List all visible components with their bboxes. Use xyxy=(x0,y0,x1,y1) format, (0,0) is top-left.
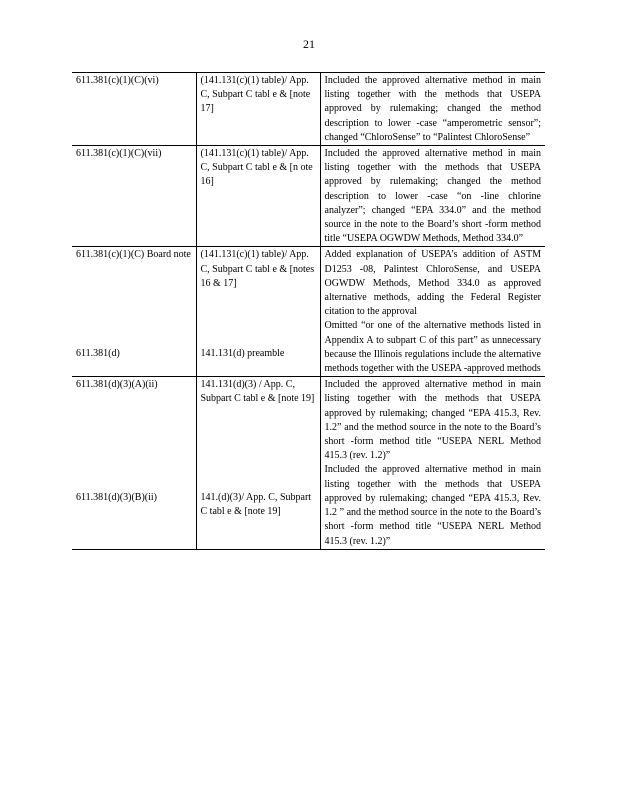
citation-cell xyxy=(196,247,320,377)
citation-cell xyxy=(196,377,320,549)
change-description: Included the approved alternative method in main listing together with the methods that USEPA approved by rulemaking; changed “EPA 415.3, Rev. 1.2 ” and the method source in the note to the Board’s short -form method title “USEPA NERL Method 415.3 (rev. 1.2)” xyxy=(324,464,541,547)
federal-citation: 141.(d)(3)/ App. C, Subpart C tabl e & [note 19] xyxy=(200,492,312,518)
table-row xyxy=(72,73,545,146)
section-cell xyxy=(72,73,196,146)
section-cell xyxy=(72,377,196,549)
citation-cell xyxy=(196,73,320,146)
changes-table xyxy=(72,72,545,550)
section-ref: 611.381(d) xyxy=(76,348,120,360)
table-row xyxy=(72,146,545,247)
change-description: Added explanation of USEPA’s addition of ASTM D1253 -08, Palintest ChloroSense, and USEPA OGWDW Methods, Method 334.0 as approved alternative methods, adding the Federal Register citation to the approval xyxy=(324,249,541,318)
description-cell xyxy=(320,377,545,549)
description-cell xyxy=(320,146,545,247)
federal-citation: 141.131(d)(3) / App. C, Subpart C tabl e & [note 19] xyxy=(200,379,315,405)
citation-cell xyxy=(196,146,320,247)
change-description: Included the approved alternative method in main listing together with the methods that USEPA approved by rulemaking; changed the method description to lower -case “amperometric sensor”; changed “ChloroSense” to “Palintest ChloroSense” xyxy=(324,75,541,143)
federal-citation: 141.131(d) preamble xyxy=(200,348,285,360)
federal-citation: (141.131(c)(1) table)/ App. C, Subpart C tabl e & [note 17] xyxy=(200,75,311,115)
table-row xyxy=(72,377,545,549)
section-cell xyxy=(72,247,196,377)
section-ref: 611.381(c)(1)(C)(vii) xyxy=(76,148,162,160)
section-ref: 611.381(c)(1)(C)(vi) xyxy=(76,75,159,86)
table-row xyxy=(72,247,545,377)
description-cell xyxy=(320,247,545,377)
change-description: Included the approved alternative method in main listing together with the methods that USEPA approved by rulemaking; changed the method description to lower -case “on -line chlorine analyzer”; changed “EPA 334.0” and the method source in the note to the Board’s short -form method title “USEPA OGWDW Methods, Method 334.0” xyxy=(324,148,541,245)
section-ref: 611.381(c)(1)(C) Board note xyxy=(76,249,191,261)
section-ref: 611.381(d)(3)(A)(ii) xyxy=(76,379,158,391)
page-number: 21 xyxy=(303,37,315,51)
change-description: Included the approved alternative method in main listing together with the methods that USEPA approved by rulemaking; changed “EPA 415.3, Rev. 1.2” and the method source in the note to the Board’s short -form method title “USEPA NERL Method 415.3 (rev. 1.2)” xyxy=(324,379,541,462)
change-description: Omitted “or one of the alternative methods listed in Appendix A to subpart C of this part” as unnecessary because the Illinois regulations include the alternative methods together with the USEPA -approved methods xyxy=(324,320,541,375)
description-cell xyxy=(320,73,545,146)
section-ref: 611.381(d)(3)(B)(ii) xyxy=(76,492,157,504)
section-cell xyxy=(72,146,196,247)
federal-citation: (141.131(c)(1) table)/ App. C, Subpart C tabl e & [n ote 16] xyxy=(200,148,313,188)
federal-citation: (141.131(c)(1) table)/ App. C, Subpart C tabl e & [notes 16 & 17] xyxy=(200,249,315,289)
